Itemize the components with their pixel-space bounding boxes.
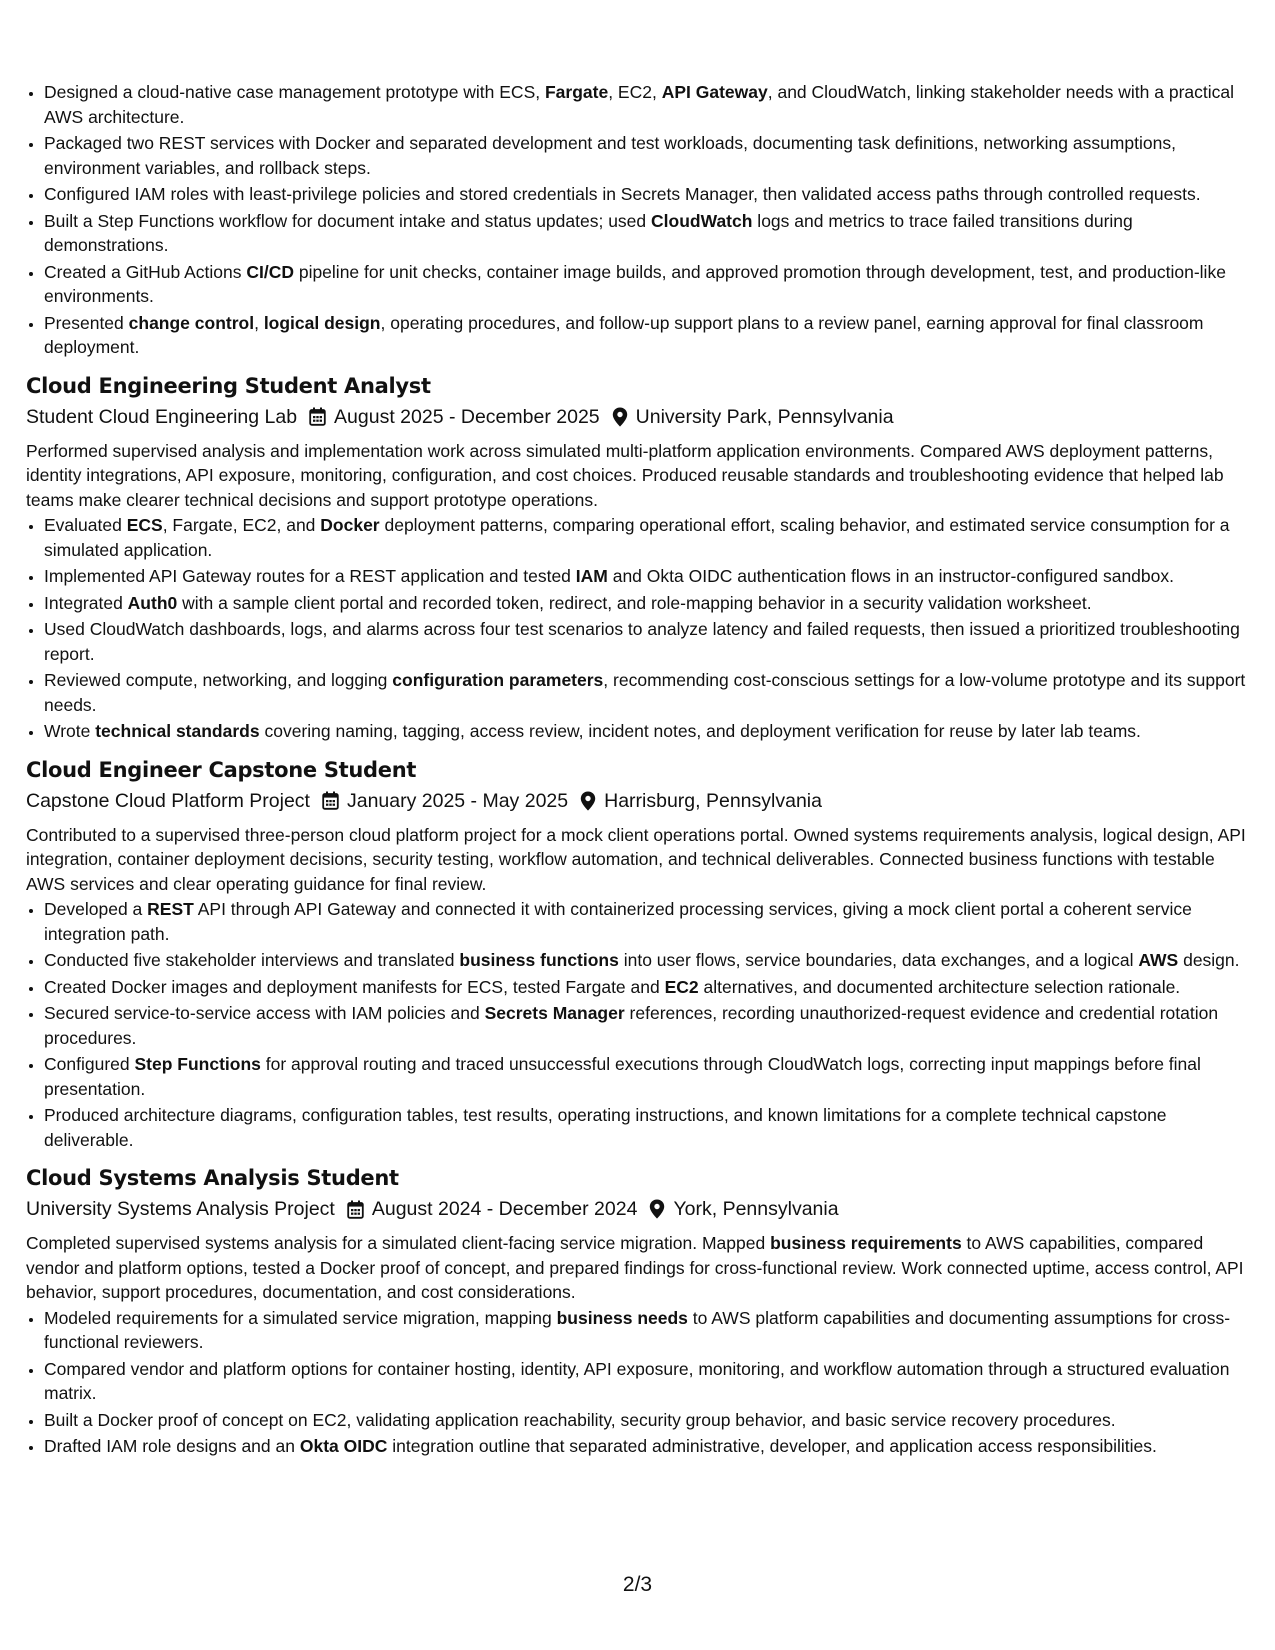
bold-keyword: business needs bbox=[556, 1307, 688, 1328]
organization: Student Cloud Engineering Lab bbox=[26, 405, 298, 428]
job-dates: January 2025 - May 2025 bbox=[346, 789, 569, 812]
job-summary: Contributed to a supervised three-person cloud platform project for a mock client operations portal. Owned systems requirements analysis, logical design, API integration, container deployment decisions, security testing, workflow automation, and technical deliverables. Connected business functions with testable AWS services and clear operating guidance for final review. bbox=[26, 824, 1246, 894]
bullet-item: • Evaluated ECS, Fargate, EC2, and Docker deployment patterns, comparing operational effort, scaling behavior, and estimated service consumption for a simulated application. bbox=[44, 513, 1254, 562]
bold-keyword: Fargate bbox=[544, 82, 609, 102]
job-summary: Performed supervised analysis and implementation work across simulated multi-platform application environments. Compared AWS deployment patterns, identity integrations, API exposure, monitoring, configuration, and cost choices. Produced reusable standards and troubleshooting evidence that helped lab teams make clearer technical decisions and support prototype operations. bbox=[26, 440, 1224, 510]
page-number: 2/3 bbox=[622, 1573, 653, 1596]
bullet-item: • Built a Step Functions workflow for document intake and status updates; used CloudWatch logs and metrics to trace failed transitions during demonstrations. bbox=[44, 209, 1254, 258]
bullet-item: • Created Docker images and deployment manifests for ECS, tested Fargate and EC2 alternatives, and documented architecture selection rationale. bbox=[44, 975, 1254, 1000]
organization: Capstone Cloud Platform Project bbox=[26, 789, 310, 812]
bullet-item: • Packaged two REST services with Docker and separated development and test workloads, documenting task definitions, networking assumptions, environment variables, and rollback steps. bbox=[44, 131, 1254, 180]
bold-keyword: CI/CD bbox=[246, 261, 294, 282]
job-bullet-list bbox=[26, 1306, 1254, 1459]
job-dates: August 2024 - December 2024 bbox=[371, 1198, 638, 1220]
bullet-item: • Modeled requirements for a simulated service migration, mapping business needs to AWS platform capabilities and documenting assumptions for cross-functional reviewers. bbox=[44, 1306, 1254, 1355]
bold-keyword: CloudWatch bbox=[651, 210, 753, 231]
bold-keyword: Step Functions bbox=[134, 1054, 261, 1074]
bullet-item: • Developed a REST API through API Gateway and connected it with containerized processing services, giving a mock client portal a coherent service integration path. bbox=[44, 897, 1254, 946]
bold-keyword: ECS bbox=[126, 515, 163, 535]
bold-keyword: REST bbox=[147, 899, 194, 919]
bold-keyword: IAM bbox=[575, 566, 608, 586]
bullet-item: • Built a Docker proof of concept on EC2, validating application reachability, security group behavior, and basic service recovery procedures. bbox=[44, 1408, 1254, 1433]
job-meta bbox=[26, 786, 1254, 816]
job-summary: Completed supervised systems analysis for a simulated client-facing service migration. Mapped business requirements to AWS capabilities, compared vendor and platform options, tested a Docker proof of concept, and prepared findings for cross-functional review. Work connected uptime, access control, API behavior, support procedures, documentation, and cost considerations. bbox=[26, 1233, 1244, 1302]
job-bullet-list bbox=[26, 897, 1254, 1152]
experience-section bbox=[26, 371, 1254, 1459]
resume-page bbox=[26, 80, 1254, 1461]
bullet-item: • Used CloudWatch dashboards, logs, and alarms across four test scenarios to analyze latency and failed requests, then issued a prioritized troubleshooting report. bbox=[44, 617, 1254, 666]
bold-keyword: business functions bbox=[459, 950, 619, 970]
intro-bullet-list bbox=[26, 80, 1254, 360]
map-pin-icon bbox=[580, 791, 596, 811]
job-location: University Park, Pennsylvania bbox=[635, 405, 894, 428]
job-dates: August 2025 - December 2025 bbox=[334, 405, 600, 428]
bold-keyword: Okta OIDC bbox=[299, 1436, 388, 1456]
job-title: Cloud Engineering Student Analyst bbox=[26, 373, 431, 398]
bullet-item: • Presented change control, logical design, operating procedures, and follow-up support plans to a review panel, earning approval for final classroom deployment. bbox=[44, 311, 1254, 360]
experience-entry bbox=[26, 1163, 1254, 1459]
calendar-icon bbox=[347, 1200, 364, 1219]
map-pin-icon bbox=[612, 407, 628, 427]
calendar-icon bbox=[309, 407, 326, 426]
bullet-item: • Configured Step Functions for approval routing and traced unsuccessful executions through CloudWatch logs, correcting input mappings before final presentation. bbox=[44, 1052, 1254, 1101]
organization: University Systems Analysis Project bbox=[26, 1198, 335, 1220]
job-meta bbox=[26, 402, 1254, 432]
experience-entry bbox=[26, 371, 1254, 744]
bullet-item: • Compared vendor and platform options for container hosting, identity, API exposure, monitoring, and workflow automation through a structured evaluation matrix. bbox=[44, 1357, 1254, 1406]
bullet-item: • Designed a cloud-native case management prototype with ECS, Fargate, EC2, API Gateway, and CloudWatch, linking stakeholder needs with a practical AWS architecture. bbox=[44, 80, 1254, 129]
job-location: York, Pennsylvania bbox=[673, 1198, 839, 1220]
bullet-item: • Wrote technical standards covering naming, tagging, access review, incident notes, and deployment verification for reuse by later lab teams. bbox=[44, 719, 1254, 744]
map-pin-icon bbox=[649, 1199, 665, 1219]
bold-keyword: technical standards bbox=[95, 721, 260, 741]
job-meta bbox=[26, 1194, 1254, 1224]
bold-keyword: API Gateway bbox=[661, 82, 768, 102]
bold-keyword: configuration parameters bbox=[392, 670, 604, 690]
experience-entry bbox=[26, 755, 1254, 1153]
bullet-item: • Secured service-to-service access with IAM policies and Secrets Manager references, recording unauthorized-request evidence and credential rotation procedures. bbox=[44, 1001, 1254, 1050]
bullet-item: • Created a GitHub Actions CI/CD pipeline for unit checks, container image builds, and approved promotion through development, test, and production-like environments. bbox=[44, 260, 1254, 309]
bold-keyword: EC2 bbox=[664, 976, 699, 997]
job-title: Cloud Systems Analysis Student bbox=[26, 1166, 399, 1190]
bold-keyword: logical design bbox=[263, 312, 381, 333]
bold-keyword: Docker bbox=[320, 515, 380, 535]
bullet-item: • Configured IAM roles with least-privilege policies and stored credentials in Secrets Manager, then validated access paths through controlled requests. bbox=[44, 182, 1254, 207]
bullet-item: • Conducted five stakeholder interviews and translated business functions into user flows, service boundaries, data exchanges, and a logical AWS design. bbox=[44, 948, 1254, 973]
bold-keyword: Secrets Manager bbox=[484, 1003, 625, 1023]
job-title: Cloud Engineer Capstone Student bbox=[26, 757, 417, 782]
bullet-item: • Implemented API Gateway routes for a REST application and tested IAM and Okta OIDC authentication flows in an instructor-configured sandbox. bbox=[44, 564, 1254, 589]
bold-keyword: business requirements bbox=[770, 1233, 962, 1253]
bullet-item: • Integrated Auth0 with a sample client portal and recorded token, redirect, and role-mapping behavior in a security validation worksheet. bbox=[44, 591, 1254, 616]
bold-keyword: change control bbox=[128, 312, 255, 333]
bullet-item: • Drafted IAM role designs and an Okta OIDC integration outline that separated administrative, developer, and application access responsibilities. bbox=[44, 1434, 1254, 1459]
bullet-item: • Reviewed compute, networking, and logging configuration parameters, recommending cost-conscious settings for a low-volume prototype and its support needs. bbox=[44, 668, 1254, 717]
bold-keyword: Auth0 bbox=[127, 592, 178, 613]
job-bullet-list bbox=[26, 513, 1254, 744]
calendar-icon bbox=[322, 791, 339, 810]
bold-keyword: AWS bbox=[1138, 950, 1179, 970]
bullet-item: • Produced architecture diagrams, configuration tables, test results, operating instructions, and known limitations for a complete technical capstone deliverable. bbox=[44, 1103, 1254, 1152]
job-location: Harrisburg, Pennsylvania bbox=[604, 789, 822, 812]
